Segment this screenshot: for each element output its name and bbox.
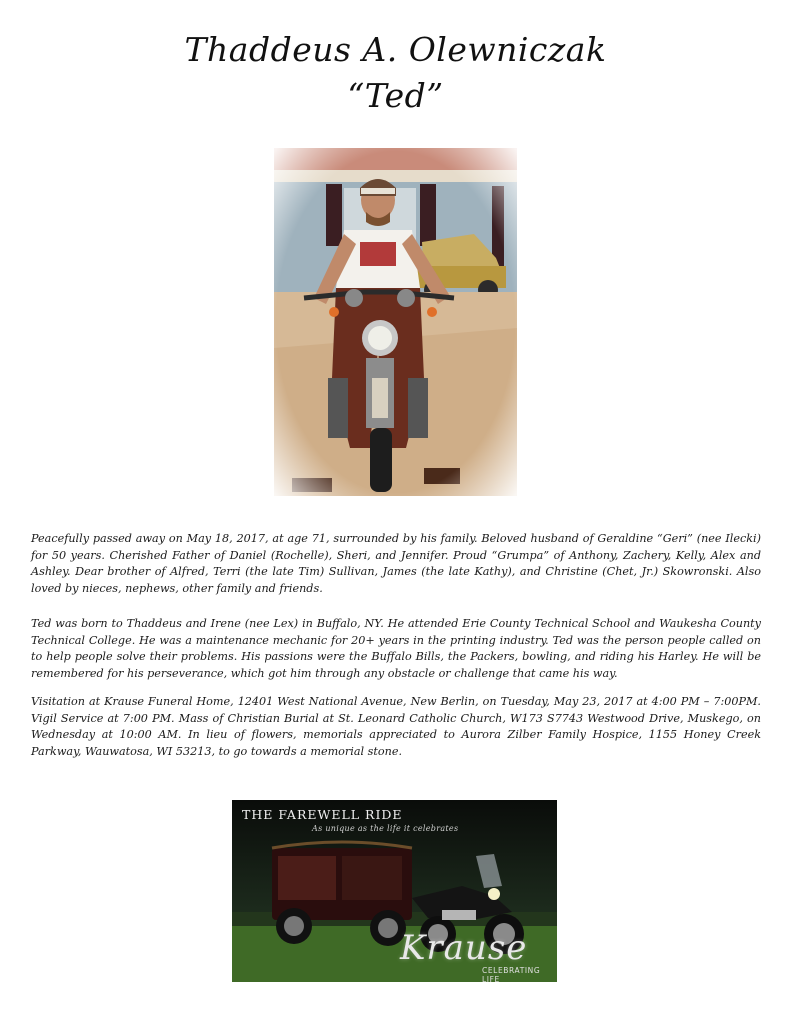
memorial-photo — [274, 148, 517, 496]
man-on-motorcycle-illustration — [274, 148, 517, 496]
banner-tagline: As unique as the life it celebrates — [312, 824, 459, 833]
obituary-paragraph-life: Ted was born to Thaddeus and Irene (nee Lex) in Buffalo, NY. He attended Erie County Technical School and Waukesha County Technical College. He was a maintenance mechanic for 20+ years in the printing industry. Ted was the person people called on to help people solve their problems. His passions were the Buffalo Bills, the Packers, bowling, and riding his Harley. He will be remembered for his perseverance, which got him through any obstacle or challenge that came his way. — [31, 617, 761, 680]
banner-title: THE FAREWELL RIDE — [242, 807, 403, 822]
banner-slogan: CELEBRATING LIFE — [482, 966, 541, 982]
obituary-paragraph-services: Visitation at Krause Funeral Home, 12401 West National Avenue, New Berlin, on Tuesday, May 23, 2017 at 4:00 PM – 7:00PM. Vigil Service at 7:00 PM. Mass of Christian Burial at St. Leonard Catholic Church, W173 S7743 Westwood Drive, Muskego, on Wednesday at 10:00 AM. In lieu of flowers, memorials appreciated to Aurora Zilber Family Hospice, 1155 Honey Creek Parkway, Wauwatosa, WI 53213, to go towards a memorial stone. — [31, 695, 761, 758]
farewell-ride-banner — [232, 800, 557, 982]
deceased-nickname: “Ted” — [347, 76, 444, 115]
krause-logo: Krause — [400, 928, 528, 968]
deceased-name: Thaddeus A. Olewniczak — [184, 30, 607, 69]
obituary-paragraph-death-family: Peacefully passed away on May 18, 2017, at age 71, surrounded by his family. Beloved husband of Geraldine “Geri” (nee Ilecki) for 50 years. Cherished Father of Daniel (Rochelle), Sheri, and Jennifer. Proud “Grumpa” of Anthony, Zachery, Kelly, Alex and Ashley. Dear brother of Alfred, Terri (the late Tim) Sullivan, James (the late Kathy), and Christine (Chet, Jr.) Skowronski. Also loved by nieces, nephews, other family and friends. — [31, 532, 761, 595]
